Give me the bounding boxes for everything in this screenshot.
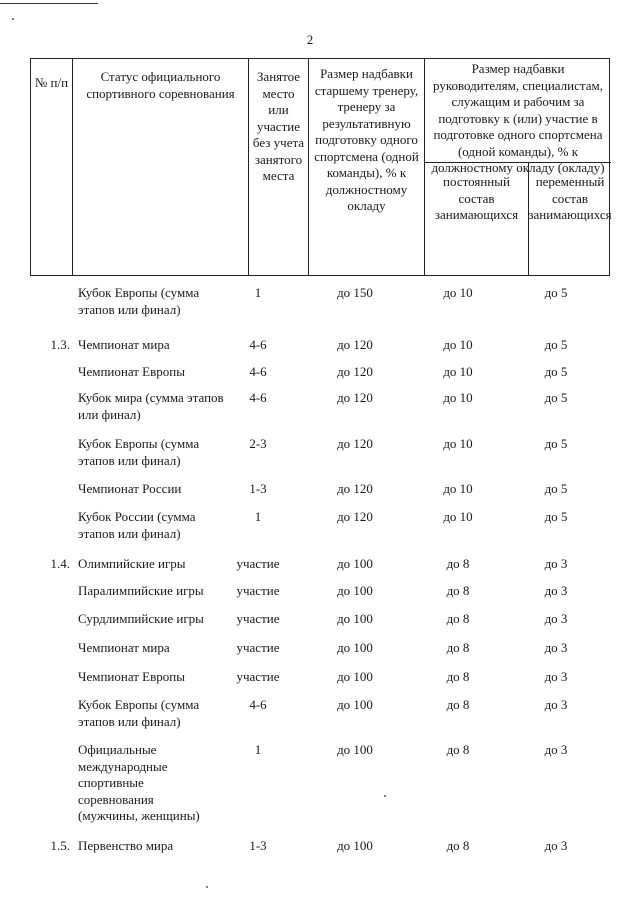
row-coach-bonus: до 100 [337,697,373,712]
header-number: № п/п [31,59,73,275]
row-coach-bonus: до 120 [337,337,373,352]
row-status: Чемпионат Европы [78,364,185,379]
row-staff-variable: до 3 [544,669,568,684]
row-coach-bonus: до 100 [337,556,373,571]
row-staff-variable: до 3 [544,838,568,853]
row-coach-bonus: до 100 [337,838,373,853]
row-coach-bonus: до 100 [337,669,373,684]
row-staff-variable: до 3 [544,697,568,712]
row-place: 4-6 [249,364,267,379]
row-coach-bonus: до 120 [337,509,373,524]
row-staff-variable: до 5 [544,390,568,405]
row-staff-constant: до 10 [443,364,473,379]
row-number: 1.3. [50,337,70,352]
row-status: Кубок Европы (сумма этапов или финал) [78,697,200,729]
row-status: Олимпийские игры [78,556,186,571]
row-place: 1 [254,742,262,757]
row-place: 4-6 [249,697,267,712]
row-status: Кубок Европы (сумма этапов или финал) [78,436,200,468]
row-place: участие [236,556,280,571]
scan-speck [384,795,386,797]
row-staff-variable: до 3 [544,640,568,655]
scan-speck [12,18,14,20]
row-staff-variable: до 5 [544,509,568,524]
scan-speck [206,886,208,888]
row-staff-constant: до 8 [446,669,470,684]
header-coach-bonus: Размер надбавки старшему тренеру, тренеру за результативную подготовку одного спортсмена (одной команды), % к должностному окладу [309,59,425,275]
row-staff-constant: до 8 [446,611,470,626]
row-staff-variable: до 5 [544,285,568,300]
row-status: Чемпионат мира [78,640,170,655]
row-coach-bonus: до 120 [337,364,373,379]
row-staff-constant: до 10 [443,436,473,451]
row-coach-bonus: до 120 [337,390,373,405]
row-status: Чемпионат мира [78,337,170,352]
row-coach-bonus: до 120 [337,481,373,496]
row-staff-constant: до 8 [446,742,470,757]
row-status: Официальные международные спортивные соревнования (мужчины, женщины) [78,742,200,823]
row-place: участие [236,611,280,626]
row-staff-constant: до 8 [446,640,470,655]
row-staff-constant: до 10 [443,390,473,405]
row-staff-constant: до 8 [446,697,470,712]
row-coach-bonus: до 150 [337,285,373,300]
header-staff-variable: переменный состав занимающихся [528,174,612,222]
row-staff-constant: до 10 [443,337,473,352]
row-staff-variable: до 5 [544,364,568,379]
header-staff-bonus: Размер надбавки руководителям, специалистам, служащим и рабочим за подготовку к (или) участие в подготовке одного спортсмена (одной команды), % к должностному окладу (окладу) [425,59,611,163]
row-staff-variable: до 5 [544,436,568,451]
row-staff-variable: до 5 [544,337,568,352]
row-number: 1.4. [50,556,70,571]
row-staff-constant: до 8 [446,556,470,571]
row-coach-bonus: до 100 [337,640,373,655]
row-staff-constant: до 10 [443,285,473,300]
row-status: Кубок Европы (сумма этапов или финал) [78,285,200,317]
table-header [30,58,610,276]
header-status: Статус официального спортивного соревнования [73,59,249,275]
row-place: 2-3 [249,436,267,451]
row-status: Сурдлимпийские игры [78,611,204,626]
row-status: Первенство мира [78,838,174,853]
header-staff-constant: постоянный состав занимающихся [425,163,529,275]
row-coach-bonus: до 100 [337,611,373,626]
row-place: участие [236,640,280,655]
row-place: 1-3 [249,838,267,853]
row-staff-variable: до 3 [544,583,568,598]
row-place: 4-6 [249,337,267,352]
row-status: Кубок России (сумма этапов или финал) [78,509,196,541]
row-coach-bonus: до 100 [337,742,373,757]
row-staff-constant: до 8 [446,838,470,853]
row-coach-bonus: до 120 [337,436,373,451]
row-place: участие [236,669,280,684]
row-staff-variable: до 3 [544,611,568,626]
row-place: 4-6 [249,390,267,405]
row-status: Чемпионат Европы [78,669,185,684]
row-coach-bonus: до 100 [337,583,373,598]
row-staff-variable: до 3 [544,742,568,757]
row-staff-constant: до 8 [446,583,470,598]
row-status: Чемпионат России [78,481,182,496]
row-place: 1 [254,509,262,524]
page-number: 2 [306,32,314,47]
row-staff-variable: до 3 [544,556,568,571]
row-place: участие [236,583,280,598]
row-number: 1.5. [50,838,70,853]
row-status: Паралимпийские игры [78,583,204,598]
row-staff-constant: до 10 [443,509,473,524]
row-status: Кубок мира (сумма этапов или финал) [78,390,224,422]
row-place: 1 [254,285,262,300]
row-staff-constant: до 10 [443,481,473,496]
header-place: Занятое место или участие без учета занятого места [249,59,309,275]
row-place: 1-3 [249,481,267,496]
row-staff-variable: до 5 [544,481,568,496]
top-rule [0,3,98,4]
